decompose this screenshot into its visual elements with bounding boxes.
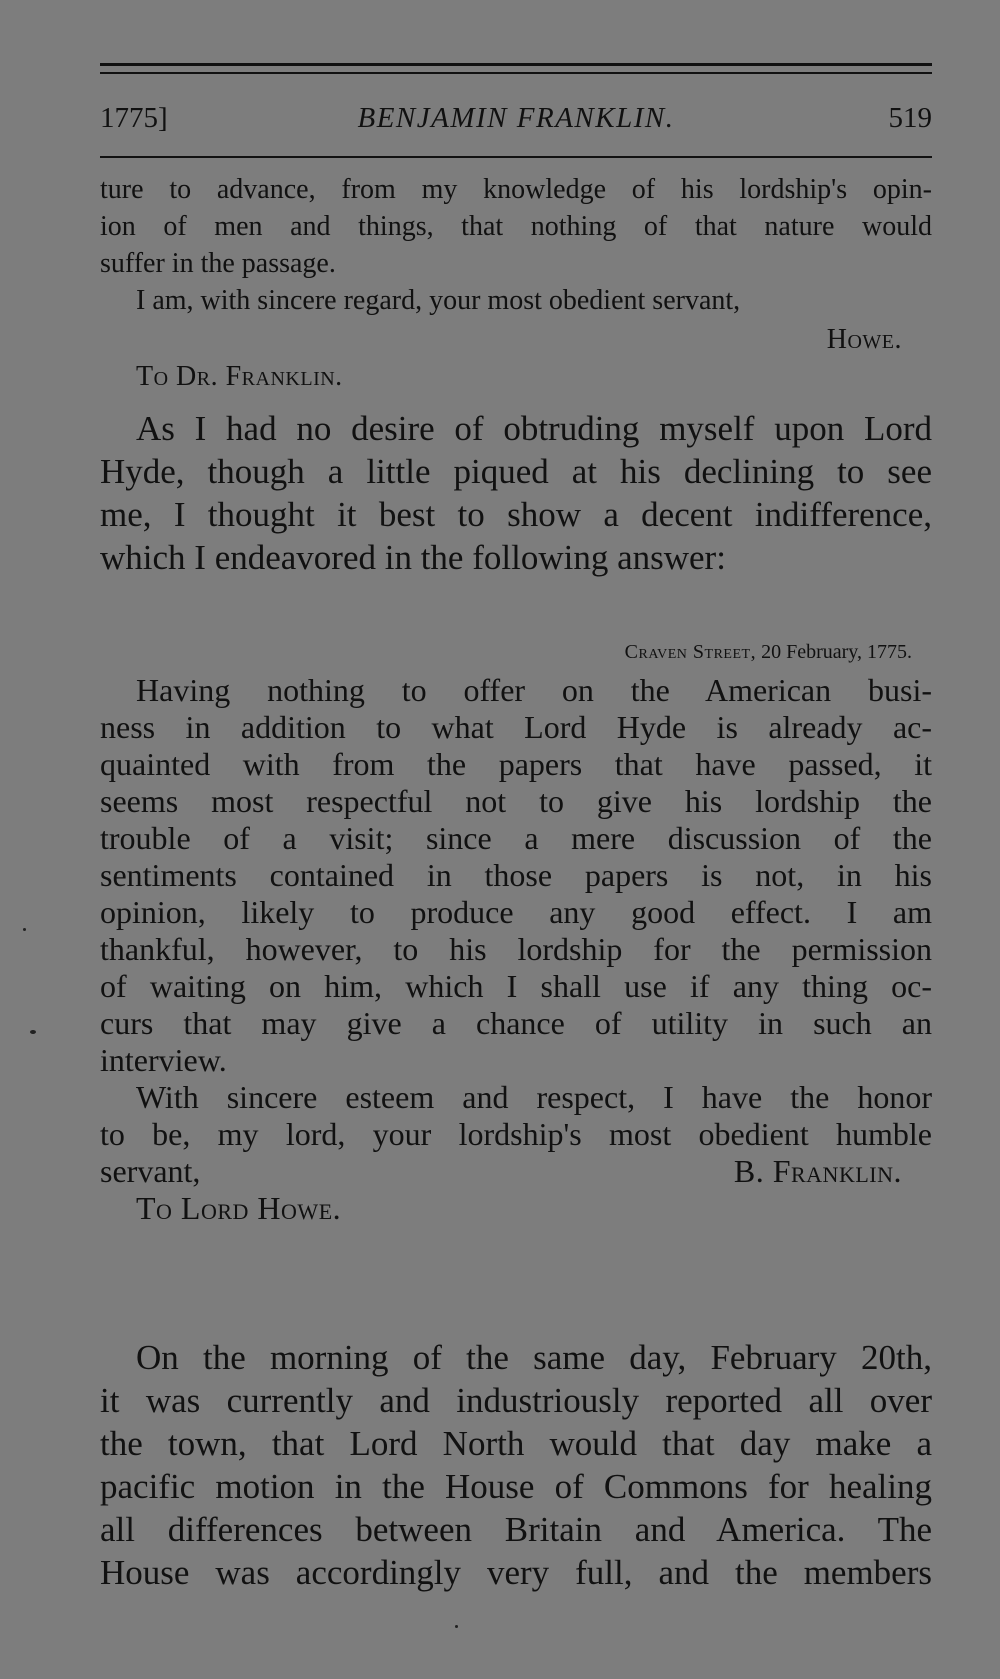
print-speck bbox=[30, 1030, 36, 1034]
letter-addressee: To Dr. Franklin. bbox=[136, 361, 343, 392]
letter-closing: I am, with sincere regard, your most obedient servant, bbox=[136, 285, 741, 316]
paragraph-line: pacific motion in the House of Commons for healing bbox=[100, 1467, 932, 1506]
paragraph-line: me, I thought it best to show a decent indifference, bbox=[100, 495, 932, 534]
header-rule-bottom bbox=[100, 156, 932, 158]
letter-howe bbox=[100, 171, 932, 395]
letter-line: Having nothing to offer on the American busi- bbox=[136, 672, 932, 708]
page-number: 519 bbox=[888, 102, 932, 134]
letter-line: curs that may give a chance of utility in such an bbox=[100, 1005, 932, 1041]
dateline-place: Craven Street, bbox=[624, 641, 757, 663]
letter-signature: Howe. bbox=[826, 324, 902, 355]
letter-line: suffer in the passage. bbox=[100, 248, 336, 279]
letter-line: opinion, likely to produce any good effect. I am bbox=[100, 894, 932, 930]
print-speck bbox=[455, 1625, 458, 1628]
letter-line: ness in addition to what Lord Hyde is already ac- bbox=[100, 709, 932, 745]
letter-closing-last: servant, bbox=[100, 1153, 201, 1189]
paragraph-line: Hyde, though a little piqued at his declining to see bbox=[100, 452, 932, 491]
running-head-title: BENJAMIN FRANKLIN. bbox=[357, 102, 675, 134]
letter-line: sentiments contained in those papers is not, in his bbox=[100, 857, 932, 893]
letter-line: quainted with from the papers that have passed, it bbox=[100, 746, 932, 782]
letter-line: interview. bbox=[100, 1042, 227, 1078]
letter-closing-servant bbox=[100, 1153, 932, 1190]
book-page bbox=[100, 60, 932, 1660]
print-speck bbox=[23, 928, 26, 931]
letter-line: thankful, however, to his lordship for the permission bbox=[100, 931, 932, 967]
paragraph-line: which I endeavored in the following answer: bbox=[100, 538, 726, 577]
paragraph-line: As I had no desire of obtruding myself upon Lord bbox=[136, 409, 932, 448]
letter-addressee: To Lord Howe. bbox=[136, 1190, 342, 1226]
header-rule-second bbox=[100, 72, 932, 74]
paragraph-line: House was accordingly very full, and the members bbox=[100, 1553, 932, 1592]
letter-closing-line: With sincere esteem and respect, I have the honor bbox=[136, 1079, 932, 1115]
letter-line: ture to advance, from my knowledge of his lordship's opin- bbox=[100, 174, 932, 205]
header-rule-top bbox=[100, 63, 932, 66]
letter-franklin-dateline bbox=[100, 637, 932, 667]
paragraph-line: the town, that Lord North would that day make a bbox=[100, 1424, 932, 1463]
letter-closing-line: to be, my lord, your lordship's most obedient humble bbox=[100, 1116, 932, 1152]
letter-line: trouble of a visit; since a mere discussion of the bbox=[100, 820, 932, 856]
letter-franklin bbox=[100, 672, 932, 1227]
paragraph-line: all differences between Britain and America. The bbox=[100, 1510, 932, 1549]
letter-line: of waiting on him, which I shall use if any thing oc- bbox=[100, 968, 932, 1004]
paragraph-line: it was currently and industriously reported all over bbox=[100, 1381, 932, 1420]
dateline-date: 20 February, 1775. bbox=[761, 641, 912, 663]
paragraph-line: On the morning of the same day, February 20th, bbox=[136, 1338, 932, 1377]
running-head-year: 1775] bbox=[100, 102, 168, 134]
letter-line: seems most respectful not to give his lordship the bbox=[100, 783, 932, 819]
narrative-paragraph-1 bbox=[100, 407, 932, 579]
running-head bbox=[100, 95, 932, 141]
letter-line: ion of men and things, that nothing of that nature would bbox=[100, 211, 932, 242]
narrative-paragraph-2 bbox=[100, 1336, 932, 1594]
letter-signature: B. Franklin. bbox=[733, 1153, 902, 1189]
